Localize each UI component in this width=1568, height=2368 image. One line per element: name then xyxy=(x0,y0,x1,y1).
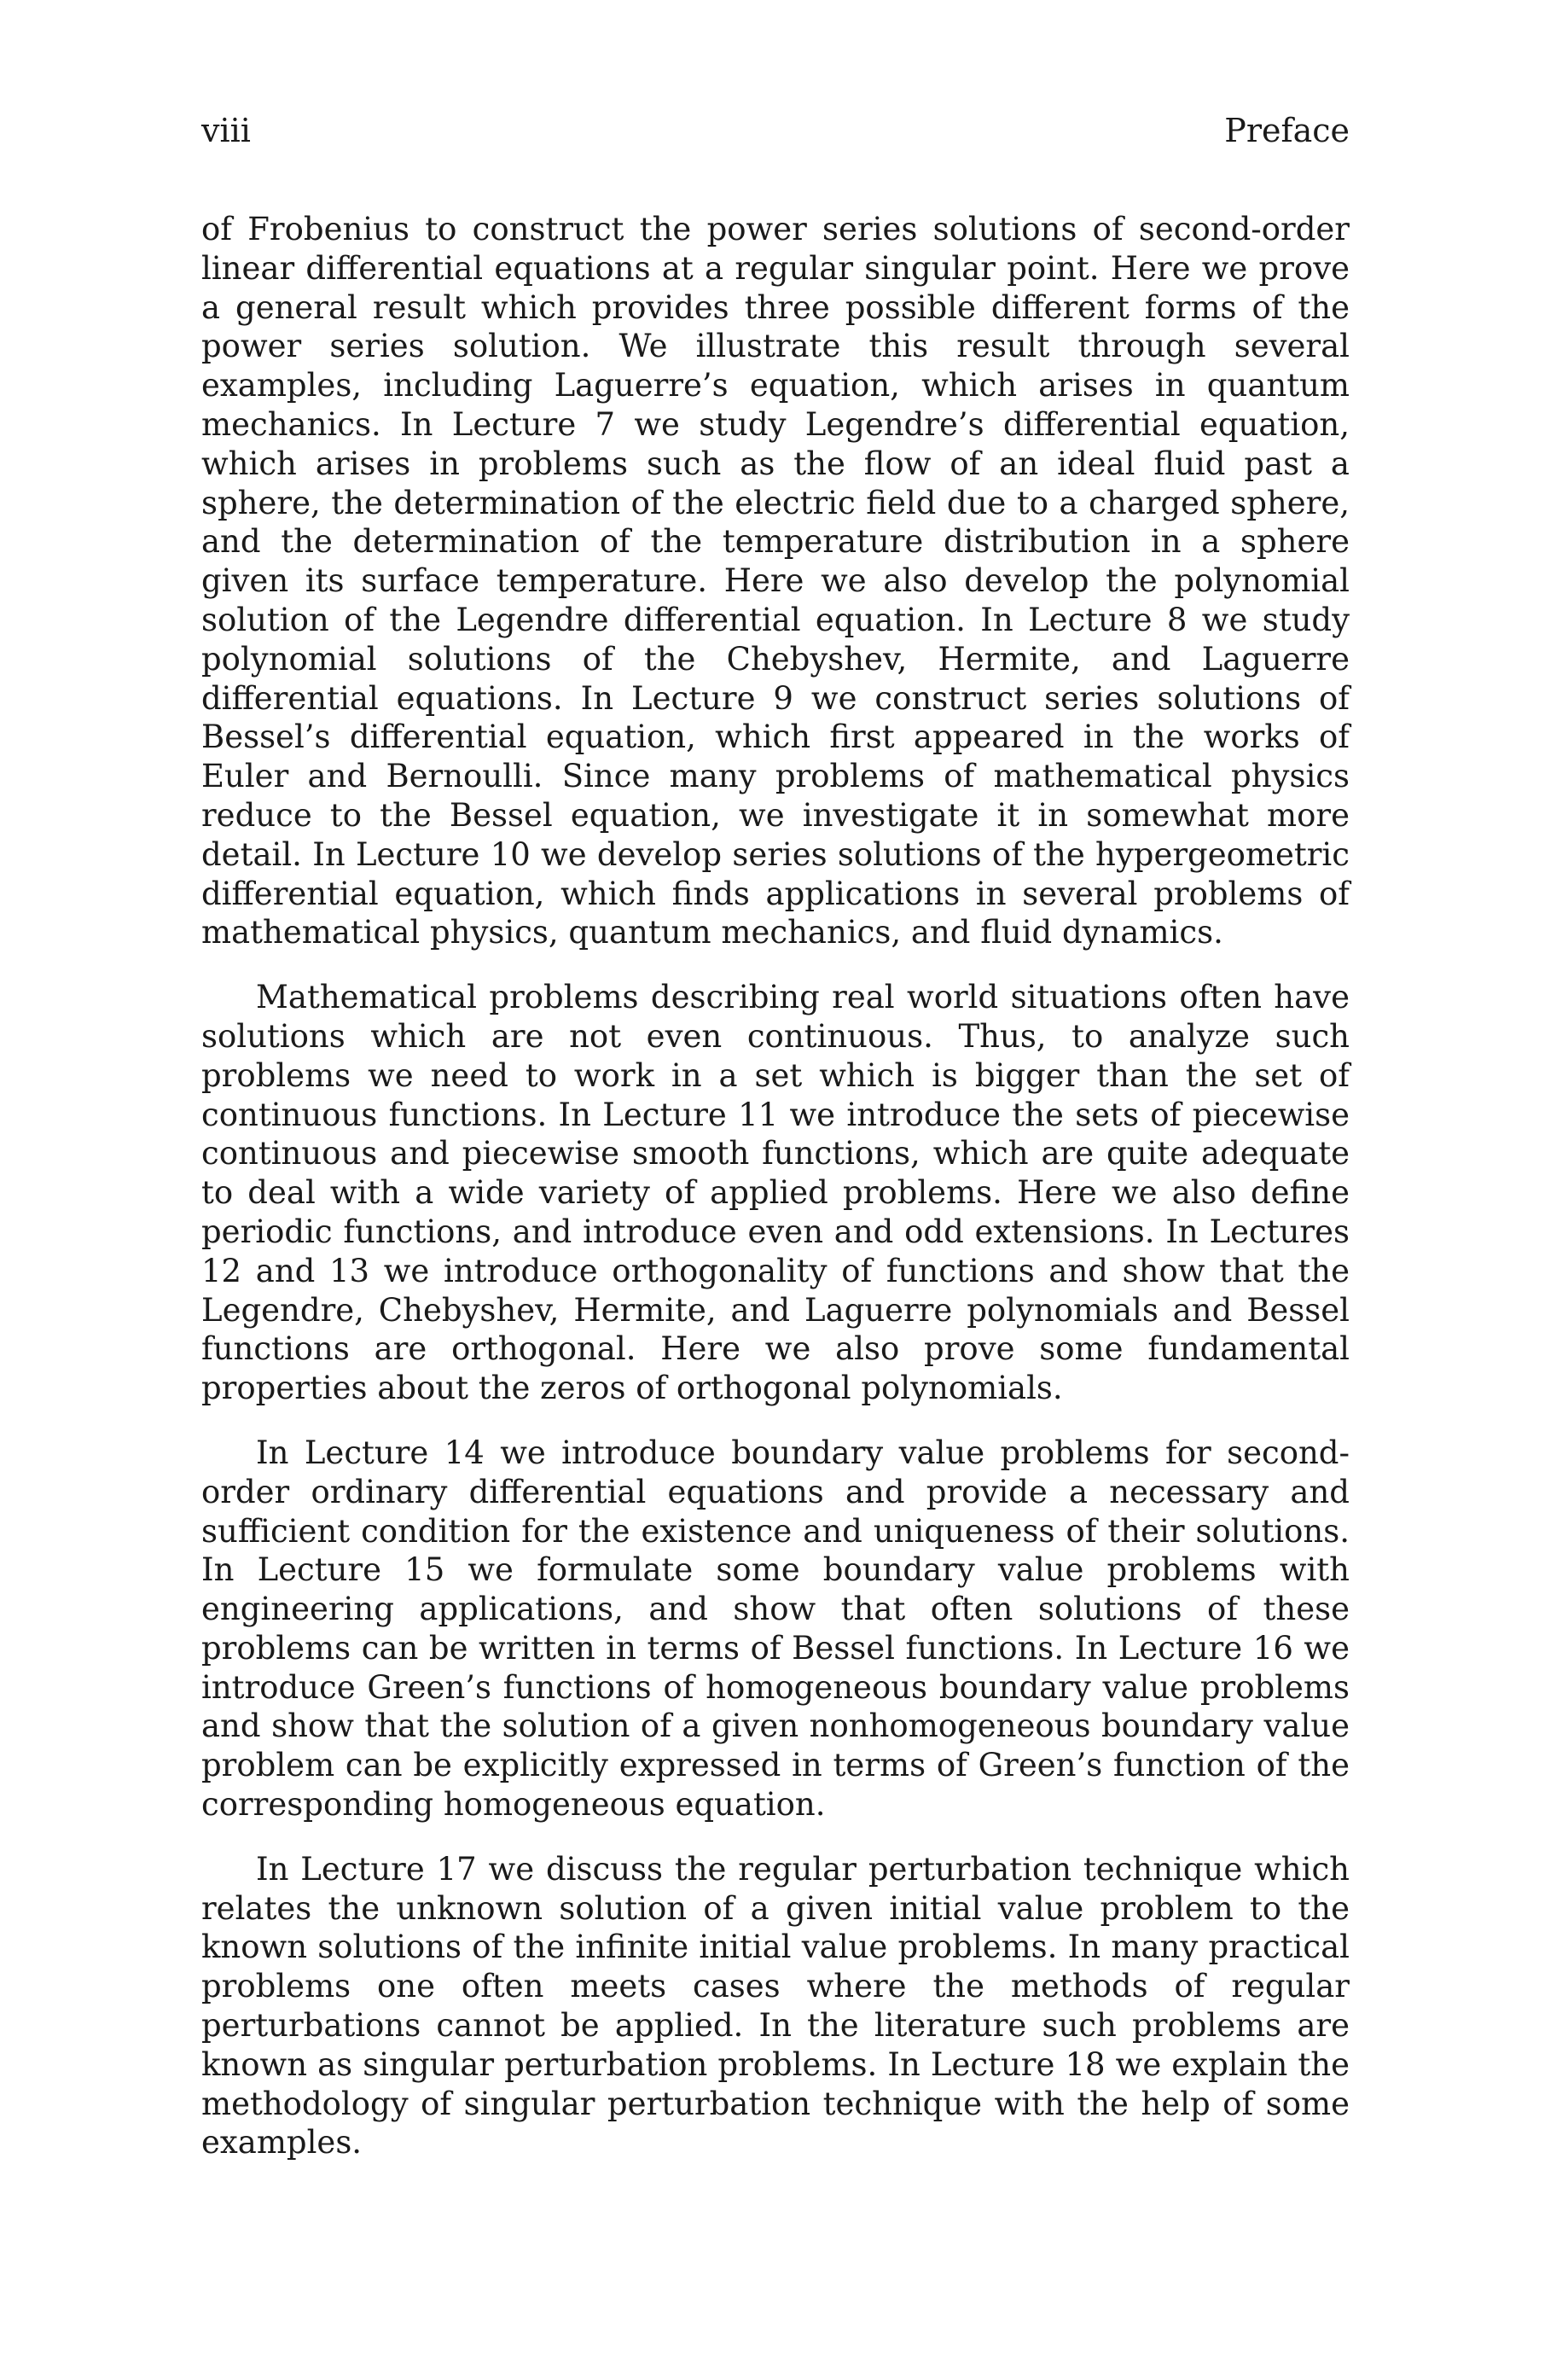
section-title: Preface xyxy=(1224,112,1350,149)
body-text xyxy=(201,210,1350,2162)
paragraph: In Lecture 17 we discuss the regular perturbation technique which relates the unknown solution of a given initial value problem to the known solutions of the infinite initial value problems. In many practical problems one often meets cases where the methods of regular perturbations cannot be applied. In the literature such problems are known as singular perturbation problems. In Lecture 18 we explain the methodology of singular perturbation technique with the help of some examples. xyxy=(201,1850,1350,2161)
page-number: viii xyxy=(201,112,251,149)
running-head xyxy=(201,109,1350,152)
paragraph: of Frobenius to construct the power series solutions of second-order linear differential equations at a regular singular point. Here we prove a general result which provides three possible different forms of the power series solution. We illustrate this result through several examples, including Laguerre’s equation, which arises in quantum mechanics. In Lecture 7 we study Legendre’s differential equation, which arises in problems such as the flow of an ideal fluid past a sphere, the determination of the electric field due to a charged sphere, and the determination of the temperature distribution in a sphere given its surface temperature. Here we also develop the polynomial solution of the Legendre differential equation. In Lecture 8 we study polynomial solutions of the Chebyshev, Hermite, and Laguerre differential equations. In Lecture 9 we construct series solutions of Bessel’s differential equation, which first appeared in the works of Euler and Bernoulli. Since many problems of mathematical physics reduce to the Bessel equation, we investigate it in somewhat more detail. In Lecture 10 we develop series solutions of the hypergeometric differential equation, which finds applications in several problems of mathematical physics, quantum mechanics, and fluid dynamics. xyxy=(201,211,1350,951)
paragraph: Mathematical problems describing real world situations often have solutions which are not even continuous. Thus, to analyze such problems we need to work in a set which is bigger than the set of continuous functions. In Lecture 11 we introduce the sets of piecewise continuous and piecewise smooth functions, which are quite adequate to deal with a wide variety of applied problems. Here we also define periodic functions, and introduce even and odd extensions. In Lectures 12 and 13 we introduce orthogonality of functions and show that the Legendre, Chebyshev, Hermite, and Laguerre polynomials and Bessel functions are orthogonal. Here we also prove some fundamental properties about the zeros of orthogonal polynomials. xyxy=(201,979,1350,1407)
document-page xyxy=(201,109,1350,2188)
paragraph: In Lecture 14 we introduce boundary value problems for second-order ordinary differential equations and provide a necessary and sufficient condition for the existence and uniqueness of their solutions. In Lecture 15 we formulate some boundary value problems with engineering applications, and show that often solutions of these problems can be written in terms of Bessel functions. In Lecture 16 we introduce Green’s functions of homogeneous boundary value problems and show that the solution of a given nonhomogeneous boundary value problem can be explicitly expressed in terms of Green’s function of the corresponding homogeneous equation. xyxy=(201,1434,1350,1824)
